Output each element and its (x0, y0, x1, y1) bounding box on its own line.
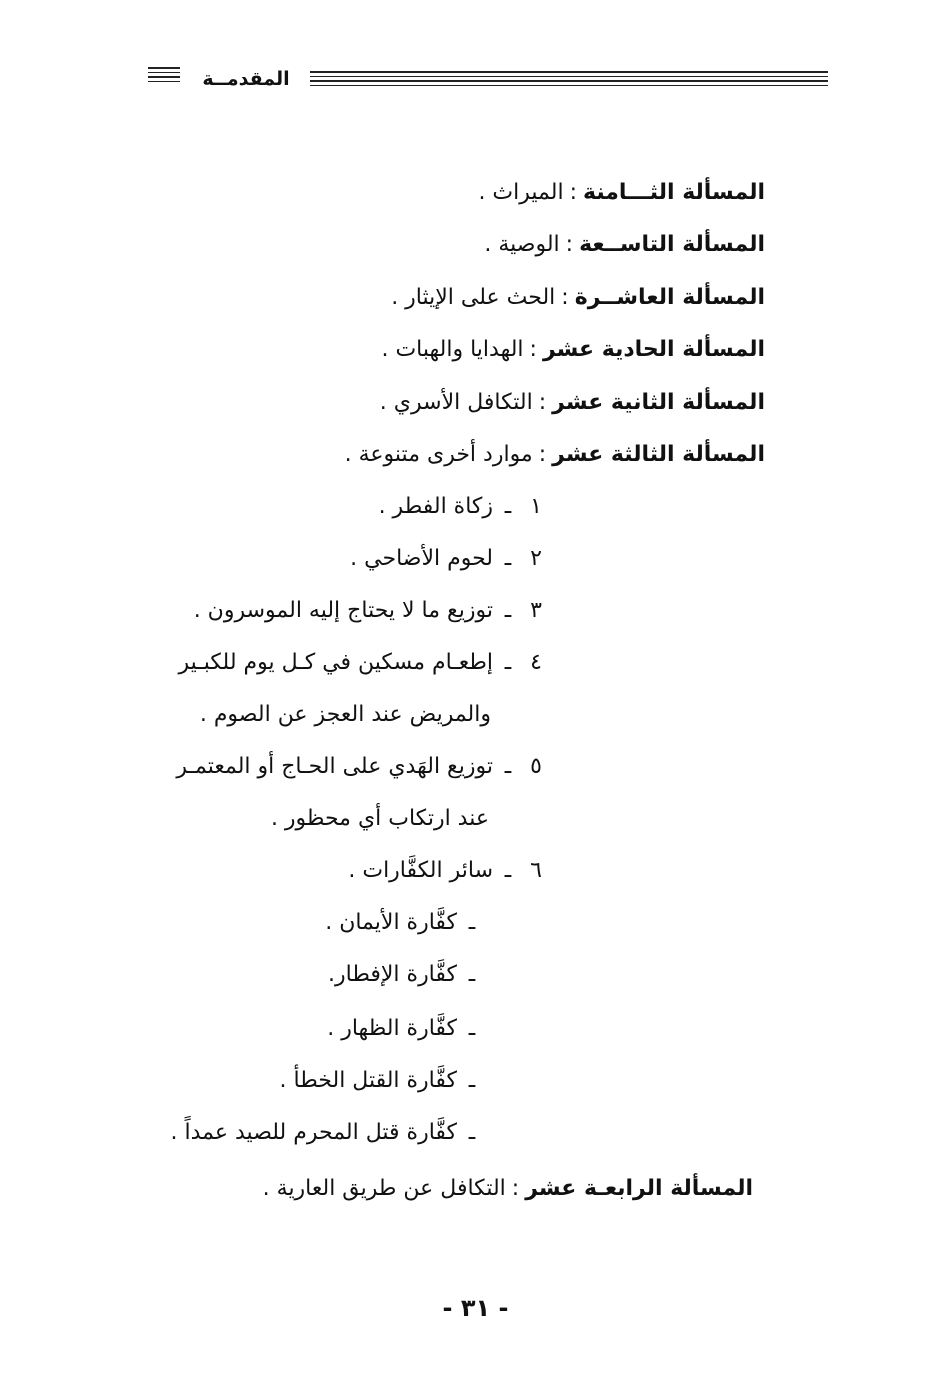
kaffara-text: كفَّارة الإفطار. (328, 962, 457, 987)
issue-text: التكافل الأسري . (379, 390, 533, 415)
kaffara-text: كفَّارة القتل الخطأ . (279, 1068, 457, 1093)
kaffara-item (328, 958, 487, 992)
header-rule-short (148, 67, 180, 87)
dash: ـ (504, 858, 512, 883)
item-text: زكاة الفطر . (378, 494, 493, 519)
issue-line-11 (381, 333, 765, 367)
list-item-4-continuation: والمريض عند العجز عن الصوم . (199, 702, 491, 727)
dash: ـ (504, 598, 512, 623)
issue-label: المسألة الحادية عشر (542, 337, 765, 362)
header-rule-long (310, 71, 828, 91)
issue-label: المسألة الثانية عشر (552, 390, 765, 415)
issue-line-13 (345, 438, 765, 472)
issue-text: الميراث . (478, 180, 564, 205)
issue-text: الحث على الإيثار . (391, 285, 556, 310)
list-item-6 (348, 854, 549, 888)
item-number: ١ (530, 494, 542, 519)
dash: ـ (504, 754, 512, 779)
colon-separator: : (538, 442, 547, 467)
list-item-3 (194, 594, 549, 628)
dash: ـ (504, 650, 512, 675)
issue-line-14 (263, 1172, 753, 1206)
issue-text: الوصية . (484, 232, 560, 257)
colon-separator: : (565, 232, 574, 257)
kaffara-item (327, 1012, 487, 1046)
item-text: توزيع ما لا يحتاج إليه الموسرون . (193, 598, 493, 623)
list-item-4 (179, 646, 549, 680)
item-text: إطعـام مسكين في كـل يوم للكبـير (178, 650, 493, 675)
issue-line-9 (484, 228, 765, 262)
header-title: المقدمــة (202, 68, 290, 90)
item-number: ٤ (530, 650, 542, 675)
item-text: توزيع الهَدي على الحـاج أو المعتمـر (176, 754, 493, 779)
dash: ـ (504, 546, 512, 571)
kaffara-item (280, 1064, 487, 1098)
list-item-2 (350, 542, 549, 576)
colon-separator: : (529, 337, 537, 362)
kaffara-text: كفَّارة الأيمان . (325, 910, 457, 935)
colon-separator: : (561, 285, 569, 310)
issue-label: المسألة التاســعة (579, 232, 765, 257)
item-text: سائر الكفَّارات . (348, 858, 493, 883)
kaffara-item (325, 906, 487, 940)
issue-text: موارد أخرى متنوعة . (344, 442, 533, 467)
dash: ـ (468, 910, 476, 935)
kaffara-text: كفَّارة قتل المحرم للصيد عمداً . (170, 1120, 457, 1145)
list-item-5 (176, 750, 549, 784)
issue-line-10 (391, 281, 765, 315)
issue-line-8 (478, 176, 765, 210)
list-item-1 (379, 490, 549, 524)
colon-separator: : (538, 390, 547, 415)
dash: ـ (504, 494, 512, 519)
item-number: ٥ (530, 754, 542, 779)
item-number: ٢ (530, 546, 542, 571)
issue-label: المسألة الثـــامنة (582, 180, 765, 205)
list-item-5-continuation: عند ارتكاب أي محظور . (270, 806, 489, 831)
colon-separator: : (511, 1176, 520, 1201)
dash: ـ (468, 962, 476, 987)
running-header (148, 64, 828, 96)
issue-line-12 (380, 386, 765, 420)
item-text: لحوم الأضاحي . (350, 546, 493, 571)
page-number: - ٣١ - (442, 1294, 509, 1322)
dash: ـ (468, 1016, 476, 1041)
kaffara-text: كفَّارة الظهار . (327, 1016, 457, 1041)
kaffara-item (171, 1116, 487, 1150)
issue-label: المسألة الثالثة عشر (552, 442, 765, 467)
issue-label: المسألة الرابعـة عشر (525, 1176, 753, 1201)
item-number: ٦ (530, 858, 542, 883)
issue-text: الهدايا والهبات . (381, 337, 524, 362)
dash: ـ (468, 1120, 476, 1145)
issue-label: المسألة العاشــرة (574, 285, 765, 310)
dash: ـ (468, 1068, 476, 1093)
item-number: ٣ (530, 598, 542, 623)
issue-text: التكافل عن طريق العارية . (262, 1176, 506, 1201)
colon-separator: : (569, 180, 577, 205)
